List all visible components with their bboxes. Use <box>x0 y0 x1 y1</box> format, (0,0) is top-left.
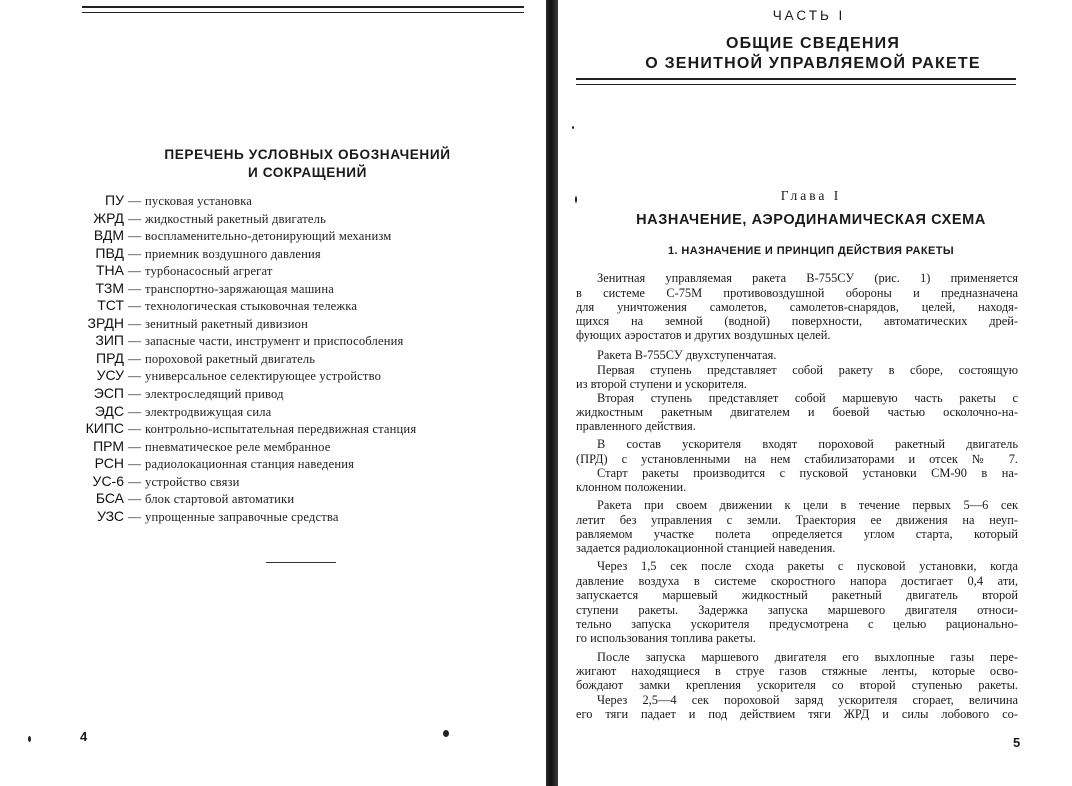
body-text-line: для уничтожения самолетов, самолетов-снарядов, целей, находя- <box>576 300 1018 314</box>
body-text-line: щихся на земной (водной) поверхности, автоматических дрей- <box>576 314 1018 328</box>
abbreviation-definition: универсальное селектирующее устройство <box>145 369 382 384</box>
abbreviation-term: ЭСП <box>93 385 124 402</box>
part-label: ЧАСТЬ I <box>772 8 846 23</box>
abbreviation-row <box>60 350 416 368</box>
body-text-line: (ПРД) с установленными на нем стабилизаторами и отсек № 7. <box>576 452 1018 466</box>
page-number-right: 5 <box>1013 735 1021 750</box>
abbreviation-term: БСА <box>95 490 124 507</box>
abbreviation-term: ПУ <box>105 192 124 208</box>
body-text-line: ступени ракеты. Задержка запуска маршевого двигателя относи- <box>576 603 1018 617</box>
body-text-line: В состав ускорителя входят пороховой ракетный двигатель <box>597 437 1018 451</box>
body-text-line: бождают замки крепления ускорителя со второй ступенью ракеты. <box>576 678 1018 692</box>
abbreviation-definition: зенитный ракетный дивизион <box>145 316 308 331</box>
chapter-label: Глава I <box>780 188 842 203</box>
abbreviation-dash: — <box>128 403 141 419</box>
abbreviation-term: ТСТ <box>97 297 124 314</box>
body-text-line: тельно запуска ускорителя предусмотрена с целью рационально- <box>576 617 1018 631</box>
abbreviation-dash: — <box>128 210 141 226</box>
abbreviations-list <box>60 192 416 525</box>
abbreviation-dash: — <box>128 228 141 244</box>
abbreviations-title <box>80 146 535 182</box>
abbreviation-term: ЗРДН <box>87 314 124 331</box>
abbreviation-row <box>60 385 416 403</box>
abbreviation-dash: — <box>128 491 141 507</box>
print-speck <box>572 126 574 129</box>
abbreviation-definition: блок стартовой автоматики <box>145 492 295 507</box>
abbreviation-row <box>60 473 416 491</box>
abbreviation-definition: радиолокационная станция наведения <box>145 457 355 472</box>
part-title-rule <box>576 78 1016 85</box>
body-text-line: го использования топлива ракеты. <box>576 631 756 645</box>
abbreviation-definition: контрольно-испытательная передвижная станция <box>145 422 417 437</box>
end-rule <box>266 562 336 563</box>
abbreviation-row <box>60 192 416 210</box>
body-text-line: давление воздуха в системе скоростного напора достигает 0,4 ати, <box>576 574 1018 588</box>
body-text-line: Ракета В-755СУ двухступенчатая. <box>597 348 777 362</box>
abbreviation-term: ВДМ <box>93 227 124 244</box>
abbreviation-row <box>60 297 416 315</box>
abbreviation-dash: — <box>128 350 141 366</box>
abbreviation-row <box>60 227 416 245</box>
abbreviation-dash: — <box>128 456 141 472</box>
abbreviation-row <box>60 245 416 263</box>
abbreviation-dash: — <box>128 280 141 296</box>
body-text-line: Через 2,5—4 сек пороховой заряд ускорителя сгорает, величина <box>597 693 1018 707</box>
abbreviation-term: ЗИП <box>95 332 124 349</box>
abbreviation-definition: запасные части, инструмент и приспособления <box>145 334 404 349</box>
body-text-line: летит без управления с земли. Траектория ее движения на неуп- <box>576 513 1018 527</box>
chapter-title: НАЗНАЧЕНИЕ, АЭРОДИНАМИЧЕСКАЯ СХЕМА <box>636 212 986 228</box>
body-text-line: равляемом участке полета определяется углом старта, который <box>576 527 1018 541</box>
abbreviation-definition: жидкостный ракетный двигатель <box>145 211 326 226</box>
abbreviation-row <box>60 508 416 526</box>
abbreviation-row <box>60 490 416 508</box>
body-text-line: Через 1,5 сек после схода ракеты с пусковой установки, когда <box>597 559 1018 573</box>
abbreviation-row <box>60 280 416 298</box>
abbreviation-dash: — <box>128 263 141 279</box>
right-page <box>560 0 1072 786</box>
book-gutter <box>546 0 558 786</box>
section-title: 1. НАЗНАЧЕНИЕ И ПРИНЦИП ДЕЙСТВИЯ РАКЕТЫ <box>667 245 955 257</box>
abbreviation-dash: — <box>128 368 141 384</box>
abbreviation-definition: пневматическое реле мембранное <box>145 439 331 454</box>
abbreviation-row <box>60 315 416 333</box>
body-text-line: После запуска маршевого двигателя его выхлопные газы пере- <box>597 650 1018 664</box>
abbreviations-title-line-1: ПЕРЕЧЕНЬ УСЛОВНЫХ ОБОЗНАЧЕНИЙ <box>164 147 451 162</box>
abbreviation-term: ТЗМ <box>95 279 124 296</box>
abbreviation-definition: устройство связи <box>145 474 240 489</box>
abbreviation-term: УСУ <box>96 367 124 384</box>
part-title-line-1: ОБЩИЕ СВЕДЕНИЯ <box>725 35 901 52</box>
body-text-line: задается радиолокационной станцией наведения. <box>576 541 836 555</box>
abbreviation-term: ПРД <box>96 349 124 366</box>
abbreviation-term: РСН <box>94 455 124 472</box>
abbreviation-definition: технологическая стыковочная тележка <box>145 299 358 314</box>
body-text-line: жигают находящиеся в струе газов стяжные ленты, которые осво- <box>576 664 1018 678</box>
abbreviation-dash: — <box>128 298 141 314</box>
page-number-left: 4 <box>80 729 88 744</box>
abbreviation-dash: — <box>128 421 141 437</box>
abbreviation-definition: пороховой ракетный двигатель <box>145 351 316 366</box>
body-text-line: клонном положении. <box>576 480 687 494</box>
abbreviation-definition: приемник воздушного давления <box>145 246 321 261</box>
body-text-line: Первая ступень представляет собой ракету в сборе, состоящую <box>597 363 1018 377</box>
body-text-line: Вторая ступень представляет собой маршевую часть ракеты с <box>597 391 1018 405</box>
abbreviation-term: ПВД <box>95 244 124 261</box>
print-speck <box>443 730 449 737</box>
abbreviation-row <box>60 438 416 456</box>
print-speck <box>575 196 577 203</box>
abbreviation-term: ЭДС <box>94 402 124 419</box>
abbreviations-title-line-2: И СОКРАЩЕНИЙ <box>247 165 368 180</box>
print-speck <box>28 736 31 742</box>
abbreviation-term: ЖРД <box>93 209 124 226</box>
abbreviation-definition: воспламенительно-детонирующий механизм <box>145 229 392 244</box>
abbreviation-definition: пусковая установка <box>145 194 253 208</box>
abbreviation-term: КИПС <box>85 420 124 437</box>
part-title-line-2: О ЗЕНИТНОЙ УПРАВЛЯЕМОЙ РАКЕТЕ <box>645 55 981 72</box>
abbreviation-row <box>60 455 416 473</box>
body-text-line: в системе С-75М противовоздушной обороны и предназначена <box>576 286 1018 300</box>
abbreviation-row <box>60 403 416 421</box>
abbreviation-dash: — <box>128 438 141 454</box>
body-text-line: Старт ракеты производится с пусковой установки СМ-90 в на- <box>597 466 1018 480</box>
abbreviation-row <box>60 367 416 385</box>
body-text-line: фующих аэростатов и других воздушных целей. <box>576 328 831 342</box>
abbreviation-definition: упрощенные заправочные средства <box>145 509 339 524</box>
body-text-line: жидкостным ракетным двигателем и боевой частью осколочно-на- <box>576 405 1018 419</box>
abbreviation-term: УС-6 <box>92 472 124 489</box>
abbreviation-term: ПРМ <box>93 437 124 454</box>
abbreviation-term: ТНА <box>96 262 124 279</box>
abbreviation-dash: — <box>128 386 141 402</box>
abbreviation-dash: — <box>128 315 141 331</box>
body-text-line: Ракета при своем движении к цели в течение первых 5—6 сек <box>597 498 1018 512</box>
body-text-line: Зенитная управляемая ракета В-755СУ (рис. 1) применяется <box>597 271 1018 285</box>
abbreviation-definition: турбонасосный агрегат <box>145 264 273 279</box>
abbreviation-dash: — <box>128 473 141 489</box>
top-rule <box>82 6 524 13</box>
body-text-line: его тяги падает и под действием тяги ЖРД и силы лобового со- <box>576 707 1018 721</box>
body-text-line: запускается маршевый жидкостный ракетный двигатель второй <box>576 588 1018 602</box>
abbreviation-definition: транспортно-заряжающая машина <box>145 281 334 296</box>
abbreviation-row <box>60 262 416 280</box>
abbreviation-definition: электроследящий привод <box>145 387 284 402</box>
abbreviation-dash: — <box>128 333 141 349</box>
body-text-line: правленного действия. <box>576 419 696 433</box>
abbreviation-dash: — <box>128 245 141 261</box>
abbreviation-dash: — <box>128 193 141 208</box>
abbreviation-definition: электродвижущая сила <box>145 404 272 419</box>
abbreviation-term: УЗС <box>97 507 124 524</box>
body-text-line: из второй ступени и ускорителя. <box>576 377 747 391</box>
abbreviation-dash: — <box>128 508 141 524</box>
abbreviation-row <box>60 332 416 350</box>
abbreviation-row <box>60 420 416 438</box>
abbreviation-row <box>60 210 416 228</box>
